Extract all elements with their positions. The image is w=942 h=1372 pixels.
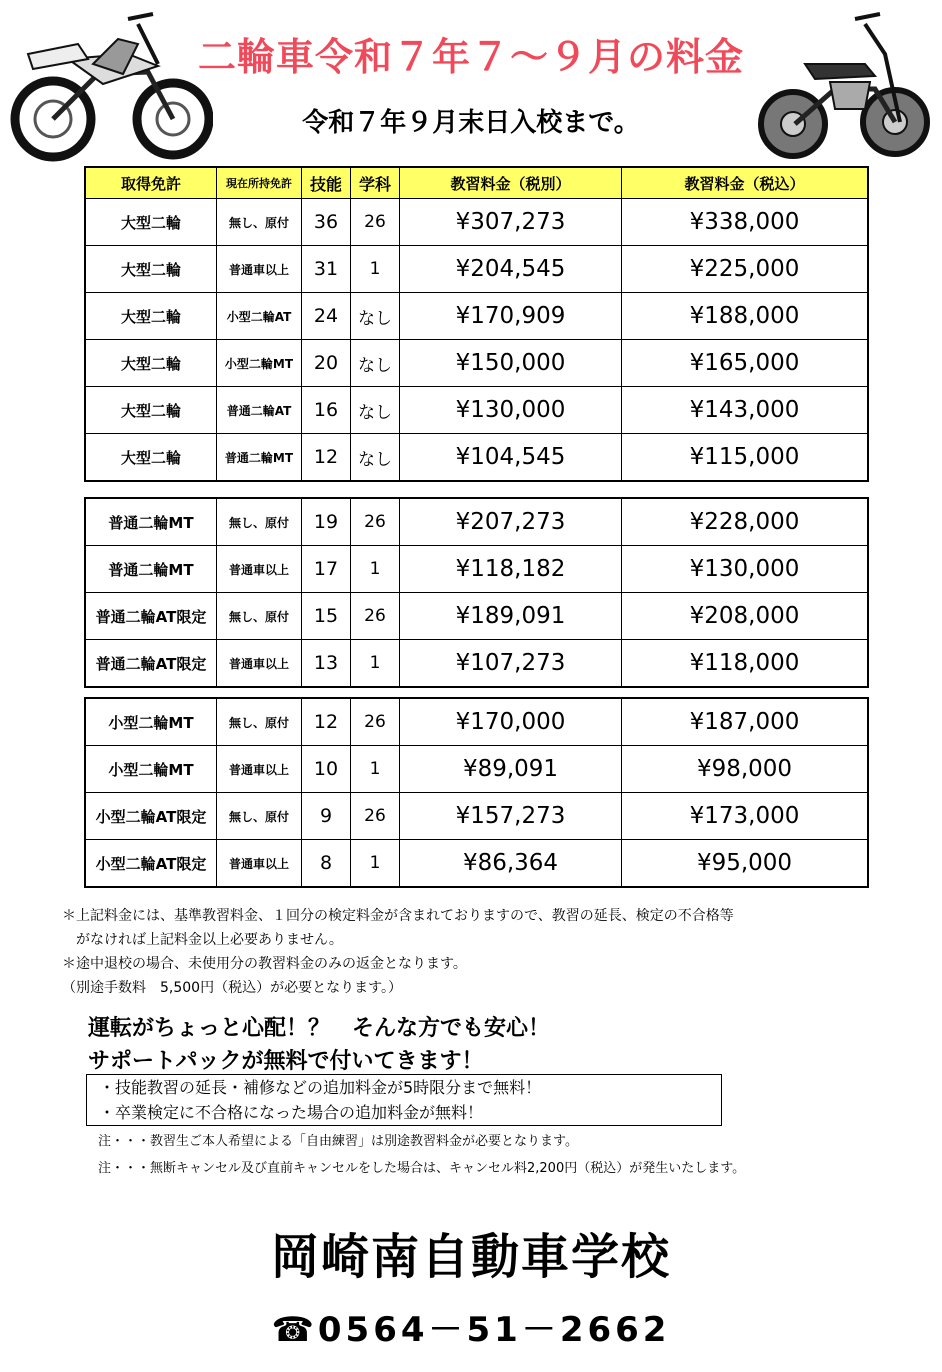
fee-table-standard: [84, 497, 869, 688]
header-theory: 学科: [351, 167, 400, 199]
header-license: 取得免許: [85, 167, 217, 199]
cell-license: 小型二輪MT: [85, 746, 217, 793]
cell-fee-incl: ¥165,000: [622, 340, 869, 387]
table-row: [85, 387, 868, 434]
table-row: [85, 593, 868, 640]
fee-notes: [62, 904, 734, 1000]
header-fee-excl-tax: 教習料金（税別）: [400, 167, 622, 199]
cell-license: 普通二輪MT: [85, 546, 217, 593]
cell-fee-excl: ¥189,091: [400, 593, 622, 640]
cell-fee-excl: ¥107,273: [400, 640, 622, 688]
page-subtitle: 令和７年９月末日入校まで。: [302, 108, 640, 138]
cell-fee-excl: ¥307,273: [400, 199, 622, 246]
support-note: 注・・・無断キャンセル及び直前キャンセルをした場合は、キャンセル料2,200円（税込）が発生いたします。: [98, 1161, 746, 1176]
table-row: [85, 546, 868, 593]
cell-license: 大型二輪: [85, 434, 217, 482]
cell-theory: 1: [351, 746, 400, 793]
cell-fee-excl: ¥170,000: [400, 698, 622, 746]
cell-fee-excl: ¥170,909: [400, 293, 622, 340]
cell-fee-excl: ¥130,000: [400, 387, 622, 434]
cell-license: 普通二輪AT限定: [85, 593, 217, 640]
cell-fee-incl: ¥95,000: [622, 840, 869, 888]
cell-theory: 26: [351, 793, 400, 840]
cell-license: 大型二輪: [85, 199, 217, 246]
table-row: [85, 793, 868, 840]
cell-license: 小型二輪AT限定: [85, 840, 217, 888]
cell-license: 普通二輪AT限定: [85, 640, 217, 688]
table-row: [85, 293, 868, 340]
note-line: （別途手数料 5,500円（税込）が必要となります。）: [62, 980, 402, 996]
cell-theory: 26: [351, 199, 400, 246]
cell-theory: 26: [351, 698, 400, 746]
cell-skill: 8: [302, 840, 351, 888]
cell-fee-excl: ¥89,091: [400, 746, 622, 793]
table-row: [85, 640, 868, 688]
fee-table-large: [84, 166, 869, 482]
cell-fee-incl: ¥228,000: [622, 498, 869, 546]
table-row: [85, 698, 868, 746]
support-pack-benefits: [86, 1074, 722, 1126]
cell-fee-incl: ¥338,000: [622, 199, 869, 246]
cell-theory: なし: [351, 434, 400, 482]
cell-skill: 20: [302, 340, 351, 387]
cell-current-license: 無し、原付: [217, 793, 302, 840]
cell-current-license: 普通車以上: [217, 640, 302, 688]
cell-skill: 12: [302, 434, 351, 482]
cell-license: 小型二輪AT限定: [85, 793, 217, 840]
table-row: [85, 246, 868, 293]
note-line: ＊途中退校の場合、未使用分の教習料金のみの返金となります。: [62, 956, 467, 972]
table-header-row: [85, 167, 868, 199]
cell-license: 小型二輪MT: [85, 698, 217, 746]
cell-skill: 9: [302, 793, 351, 840]
cell-fee-incl: ¥188,000: [622, 293, 869, 340]
cell-fee-incl: ¥143,000: [622, 387, 869, 434]
cell-theory: なし: [351, 340, 400, 387]
cell-skill: 16: [302, 387, 351, 434]
cell-current-license: 普通車以上: [217, 246, 302, 293]
table-row: [85, 746, 868, 793]
cell-current-license: 無し、原付: [217, 593, 302, 640]
cell-theory: 1: [351, 840, 400, 888]
table-row: [85, 199, 868, 246]
cell-license: 大型二輪: [85, 340, 217, 387]
cell-fee-excl: ¥118,182: [400, 546, 622, 593]
cell-current-license: 無し、原付: [217, 199, 302, 246]
cell-fee-excl: ¥207,273: [400, 498, 622, 546]
cell-current-license: 無し、原付: [217, 498, 302, 546]
cell-skill: 24: [302, 293, 351, 340]
cell-fee-incl: ¥115,000: [622, 434, 869, 482]
cell-skill: 10: [302, 746, 351, 793]
cell-current-license: 無し、原付: [217, 698, 302, 746]
cell-theory: 1: [351, 246, 400, 293]
note-line: がなければ上記料金以上必要ありません。: [62, 932, 343, 948]
cell-fee-excl: ¥104,545: [400, 434, 622, 482]
benefit-item: ・卒業検定に不合格になった場合の追加料金が無料！: [99, 1103, 484, 1122]
cell-license: 普通二輪MT: [85, 498, 217, 546]
cell-theory: 26: [351, 498, 400, 546]
cell-current-license: 普通二輪MT: [217, 434, 302, 482]
cell-current-license: 普通車以上: [217, 840, 302, 888]
cell-skill: 13: [302, 640, 351, 688]
table-row: [85, 340, 868, 387]
cell-fee-incl: ¥225,000: [622, 246, 869, 293]
cell-fee-incl: ¥130,000: [622, 546, 869, 593]
benefit-item: ・技能教習の延長・補修などの追加料金が5時限分まで無料！: [99, 1078, 542, 1097]
cell-fee-incl: ¥208,000: [622, 593, 869, 640]
fee-table-small: [84, 697, 869, 888]
support-pack-promo: [88, 1012, 550, 1078]
cell-theory: 1: [351, 640, 400, 688]
cell-current-license: 普通車以上: [217, 746, 302, 793]
cell-current-license: 普通二輪AT: [217, 387, 302, 434]
school-name: 岡崎南自動車学校: [270, 1229, 671, 1285]
cell-skill: 17: [302, 546, 351, 593]
header-skill: 技能: [302, 167, 351, 199]
cell-license: 大型二輪: [85, 293, 217, 340]
cell-current-license: 小型二輪MT: [217, 340, 302, 387]
cell-theory: 1: [351, 546, 400, 593]
cell-current-license: 普通車以上: [217, 546, 302, 593]
support-pack-notes: [98, 1128, 745, 1182]
cell-theory: なし: [351, 293, 400, 340]
cell-fee-incl: ¥98,000: [622, 746, 869, 793]
cell-fee-excl: ¥157,273: [400, 793, 622, 840]
cell-fee-excl: ¥86,364: [400, 840, 622, 888]
page-title: 二輪車令和７年７～９月の料金: [197, 35, 744, 79]
cell-fee-incl: ¥187,000: [622, 698, 869, 746]
header-fee-incl-tax: 教習料金（税込）: [622, 167, 869, 199]
phone-number: ☎0564－51－2662: [271, 1310, 671, 1350]
cell-current-license: 小型二輪AT: [217, 293, 302, 340]
note-line: ＊上記料金には、基準教習料金、１回分の検定料金が含まれておりますので、教習の延長、検定の不合格等: [62, 908, 734, 924]
cell-fee-incl: ¥173,000: [622, 793, 869, 840]
table-row: [85, 840, 868, 888]
cell-skill: 12: [302, 698, 351, 746]
header-current-license: 現在所持免許: [217, 167, 302, 199]
cell-skill: 36: [302, 199, 351, 246]
cell-theory: なし: [351, 387, 400, 434]
promo-headline-2: サポートパックが無料で付いてきます！: [88, 1049, 484, 1074]
cell-license: 大型二輪: [85, 387, 217, 434]
cell-skill: 15: [302, 593, 351, 640]
cell-skill: 19: [302, 498, 351, 546]
cell-fee-excl: ¥204,545: [400, 246, 622, 293]
cell-theory: 26: [351, 593, 400, 640]
table-row: [85, 434, 868, 482]
promo-headline-1: 運転がちょっと心配！？ そんな方でも安心！: [88, 1016, 551, 1041]
cell-fee-incl: ¥118,000: [622, 640, 869, 688]
cell-license: 大型二輪: [85, 246, 217, 293]
table-row: [85, 498, 868, 546]
cell-skill: 31: [302, 246, 351, 293]
cell-fee-excl: ¥150,000: [400, 340, 622, 387]
support-note: 注・・・教習生ご本人希望による「自由練習」は別途教習料金が必要となります。: [98, 1134, 578, 1149]
